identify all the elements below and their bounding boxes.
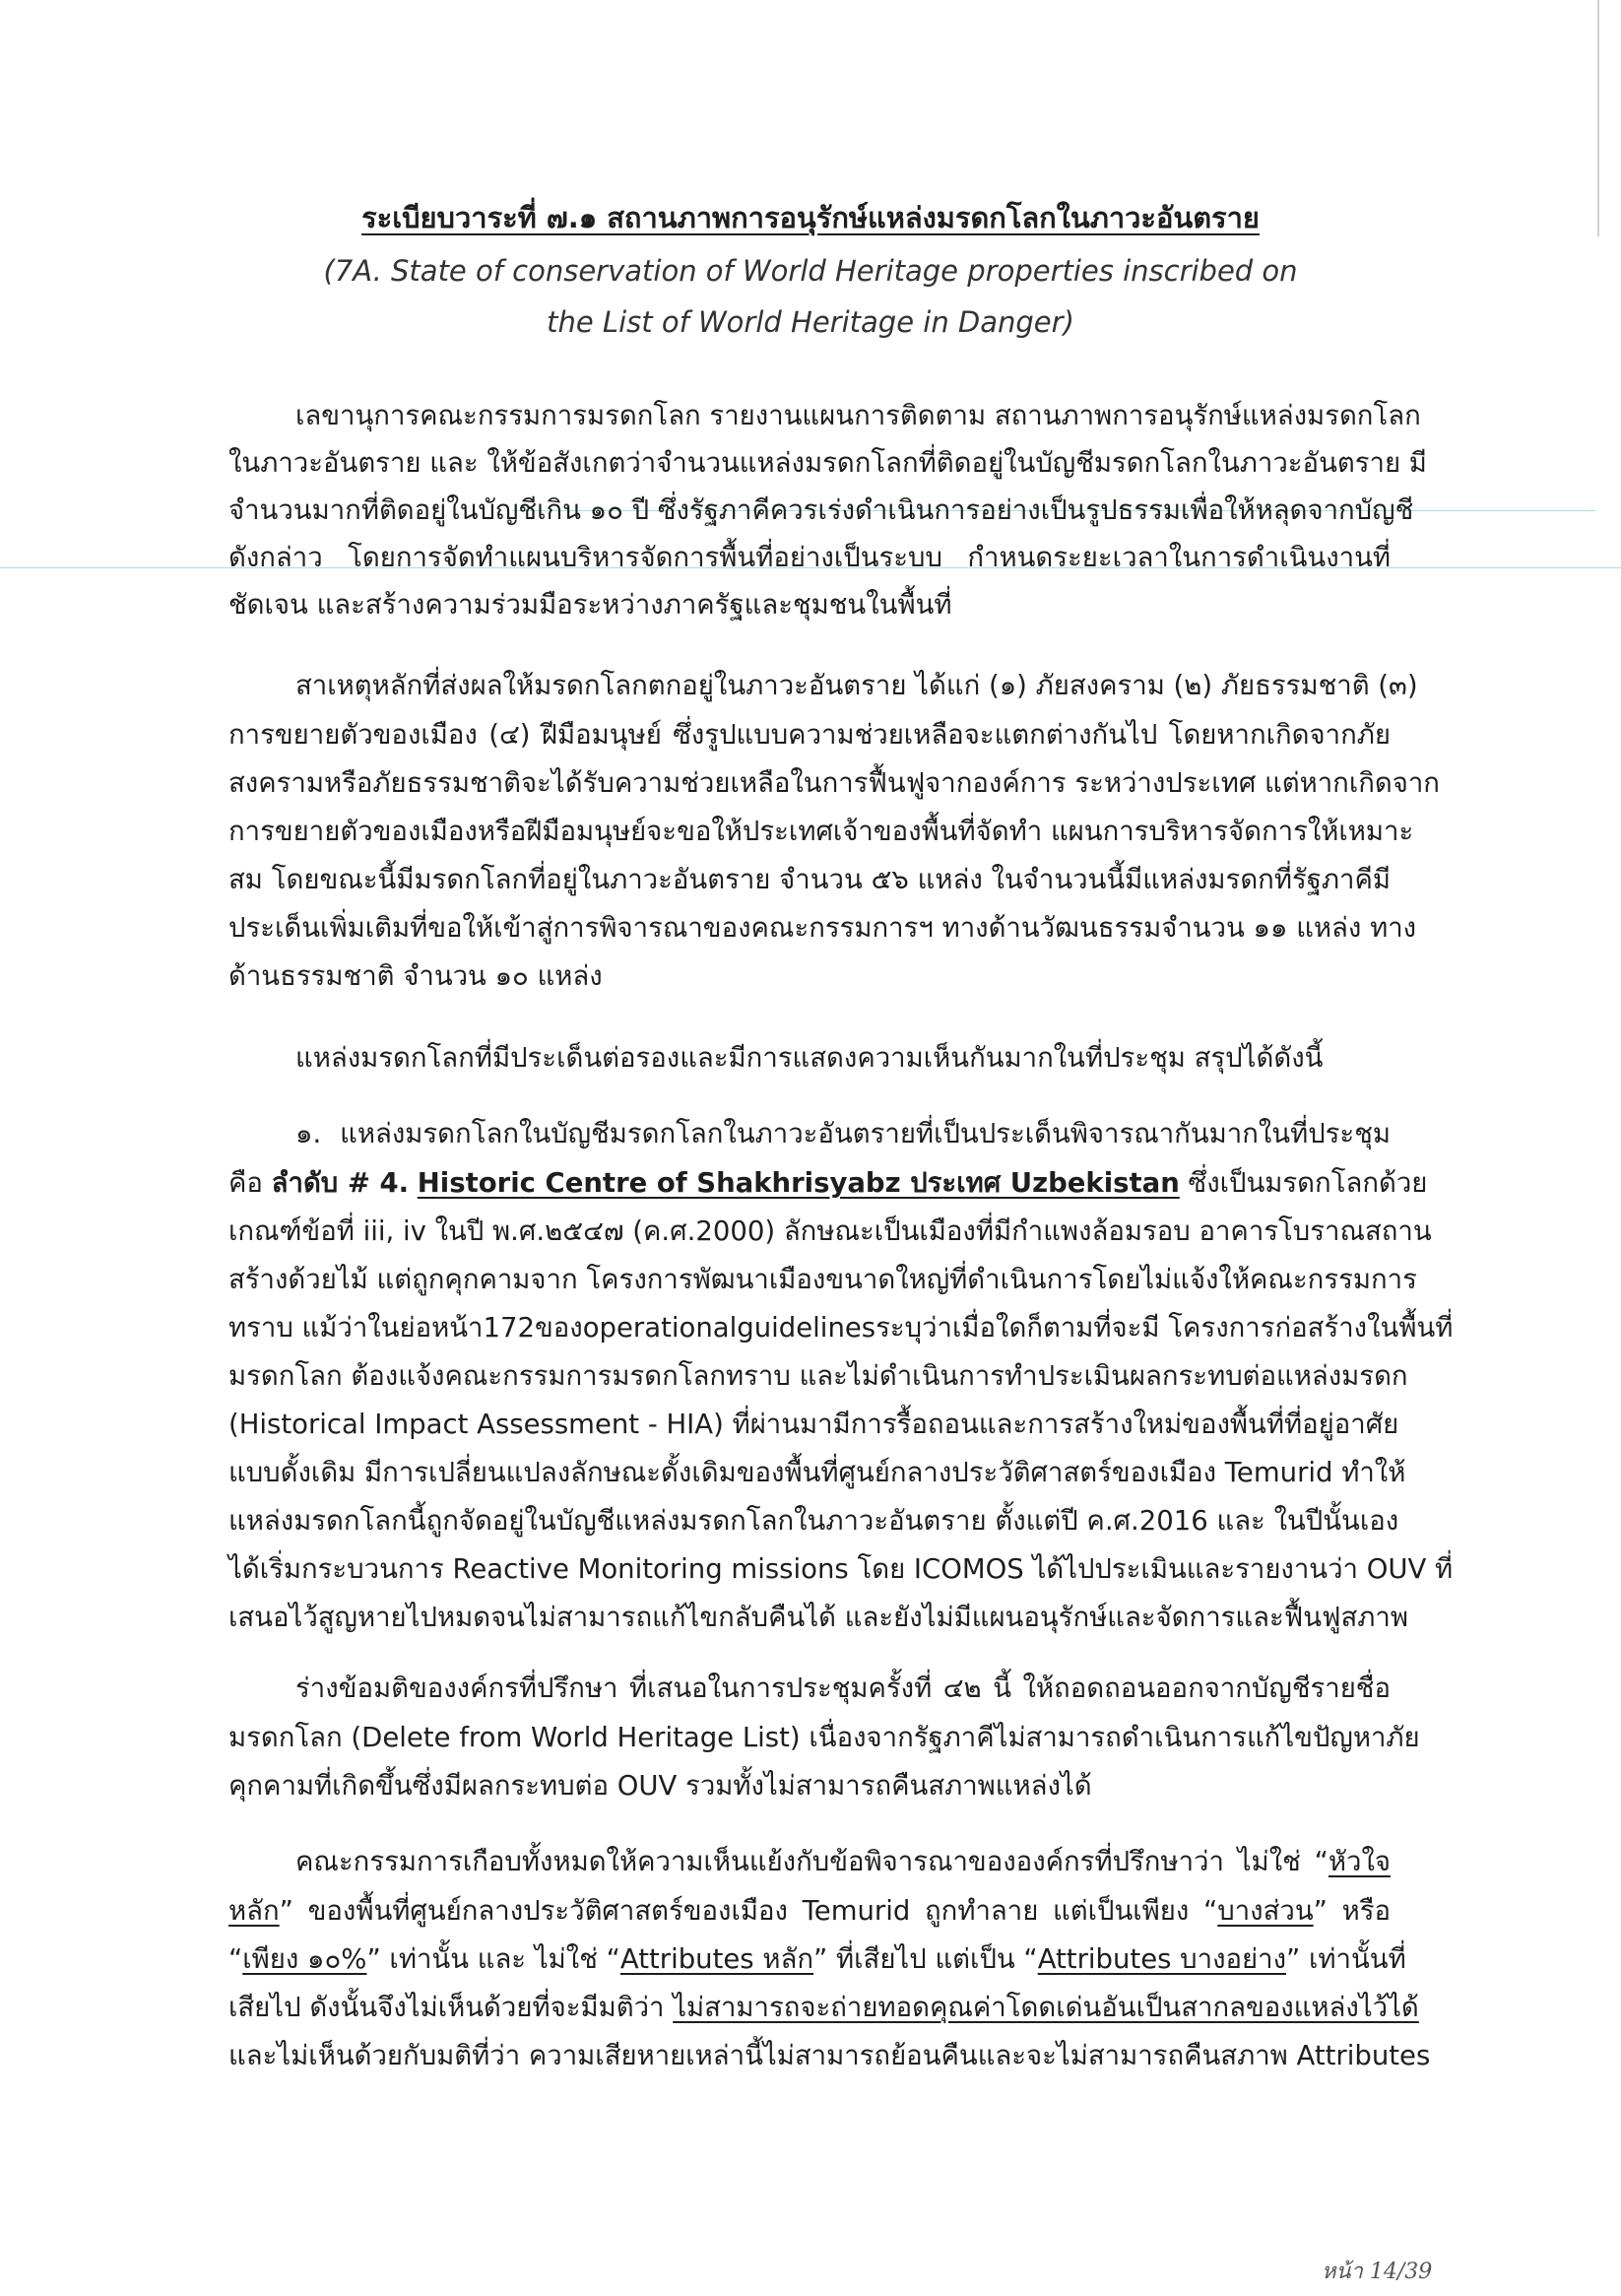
paragraph-5-line: ร่างข้อมติของงค์กรที่ปรึกษา ที่เสนอในการประชุมครั้งที่ ๔๒ นี้ ให้ถอดถอนออกจากบัญชีรายชื่อ bbox=[295, 1673, 1391, 1704]
paragraph-4-line: ทราบ แม้ว่าในย่อหน้า172ของoperationalguidelinesระบุว่าเมื่อใดก็ตามที่จะมี โครงการก่อสร้างในพื้นที่ bbox=[228, 1312, 1454, 1344]
paragraph-6-line bbox=[295, 1844, 1391, 1879]
paragraph-2-line: สม โดยขณะนี้มีมรดกโลกที่อยู่ในภาวะอันตราย จำนวน ๕๖ แหล่ง ในจำนวนนี้มีแหล่งมรดกที่รัฐภาคีมี bbox=[228, 864, 1391, 895]
paragraph-1-line: ดังกล่าว โดยการจัดทำแผนบริหารจัดการพื้นที่อย่างเป็นระบบ กำหนดระยะเวลาในการดำเนินงานที่ bbox=[228, 542, 1391, 573]
item-1-intro: ๑. แหล่งมรดกโลกในบัญชีมรดกโลกในภาวะอันตรายที่เป็นประเด็นพิจารณากันมากในที่ประชุม bbox=[295, 1118, 1391, 1149]
text-run: ” หรือ bbox=[1313, 1895, 1392, 1927]
paragraph-6-line bbox=[228, 1990, 1419, 2025]
item-1-order: ลำดับ # 4. bbox=[271, 1167, 410, 1199]
text-run: ” ที่เสียไป แต่เป็น “ bbox=[813, 1943, 1038, 1975]
paragraph-2-line: ประเด็นเพิ่มเติมที่ขอให้เข้าสู่การพิจารณาของคณะกรรมการฯ ทางด้านวัฒนธรรมจำนวน ๑๑ แหล่ง ทาง bbox=[228, 912, 1417, 944]
paragraph-2-line: สาเหตุหลักที่ส่งผลให้มรดกโลกตกอยู่ในภาวะอันตราย ได้แก่ (๑) ภัยสงคราม (๒) ภัยธรรมชาติ (๓) bbox=[295, 670, 1418, 701]
paragraph-2-line: สงครามหรือภัยธรรมชาติจะได้รับความช่วยเหลือในการฟื้นฟูจากองค์การ ระหว่างประเทศ แต่หากเกิดจาก bbox=[228, 767, 1440, 799]
paragraph-6-line bbox=[228, 1941, 1406, 1977]
item-1-site-line bbox=[228, 1165, 1428, 1201]
agenda-title: ระเบียบวาระที่ ๗.๑ สถานภาพการอนุรักษ์แหล่งมรดกโลกในภาวะอันตราย bbox=[361, 201, 1260, 234]
paragraph-5-line: มรดกโลก (Delete from World Heritage List) เนื่องจากรัฐภาคีไม่สามารถดำเนินการแก้ไขปัญหาภัย bbox=[228, 1722, 1420, 1753]
paragraph-6-line bbox=[228, 1893, 1391, 1929]
paragraph-3: แหล่งมรดกโลกที่มีประเด็นต่อรองและมีการแสดงความเห็นกันมากในที่ประชุม สรุปได้ดังนี้ bbox=[295, 1042, 1324, 1074]
paragraph-4-line: แหล่งมรดกโลกนี้ถูกจัดอยู่ในบัญชีแหล่งมรดกโลกในภาวะอันตราย ตั้งแต่ปี ค.ศ.2016 และ ในปีนั้นเอง bbox=[228, 1505, 1399, 1537]
agenda-subtitle-line-1: (7A. State of conservation of World Heritage properties inscribed on bbox=[323, 254, 1298, 288]
paragraph-4-line: เสนอไว้สูญหายไปหมดจนไม่สามารถแก้ไขกลับคืนได้ และยังไม่มีแผนอนุรักษ์และจัดการและฟื้นฟูสภาพ bbox=[228, 1602, 1408, 1633]
paragraph-1-line: จำนวนมากที่ติดอยู่ในบัญชีเกิน ๑๐ ปี ซึ่งรัฐภาคีควรเร่งดำเนินการอย่างเป็นรูปธรรมเพื่อให้หลุดจากบัญชี bbox=[228, 494, 1414, 526]
paragraph-4-line: แบบดั้งเดิม มีการเปลี่ยนแปลงลักษณะดั้งเดิมของพื้นที่ศูนย์กลางประวัติศาสตร์ของเมือง Temurid ทำให้ bbox=[228, 1457, 1406, 1488]
text-run: ” เท่านั้นที่ bbox=[1286, 1943, 1406, 1975]
paragraph-2-line: การขยายตัวของเมืองหรือฝีมือมนุษย์จะขอให้ประเทศเจ้าของพื้นที่จัดทำ แผนการบริหารจัดการให้เหมาะ bbox=[228, 816, 1414, 847]
text-run: ” เท่านั้น และ ไม่ใช่ “ bbox=[366, 1943, 620, 1975]
paragraph-2-line: การขยายตัวของเมือง (๔) ฝีมือมนุษย์ ซึ่งรูปแบบความช่วยเหลือจะแตกต่างกันไป โดยหากเกิดจากภัย bbox=[228, 719, 1391, 751]
paragraph-1-line: ในภาวะอันตราย และ ให้ข้อสังเกตว่าจำนวนแหล่งมรดกโลกที่ติดอยู่ในบัญชีมรดกโลกในภาวะอันตราย มี bbox=[228, 447, 1427, 479]
text-run: ” ของพื้นที่ศูนย์กลางประวัติศาสตร์ของเมือง Temurid ถูกทำลาย แต่เป็นเพียง “ bbox=[279, 1895, 1218, 1927]
paragraph-1-line: เลขานุการคณะกรรมการมรดกโลก รายงานแผนการติดตาม สถานภาพการอนุรักษ์แหล่งมรดกโลก bbox=[295, 400, 1421, 431]
underlined-text: บางส่วน bbox=[1217, 1895, 1314, 1927]
underlined-text: เพียง ๑๐% bbox=[242, 1943, 367, 1975]
underlined-text: ไม่สามารถจะถ่ายทอดคุณค่าโดดเด่นอันเป็นสากลของแหล่งไว้ได้ bbox=[673, 1992, 1419, 2023]
text-run: คณะกรรมการเกือบทั้งหมดให้ความเห็นแย้งกับข้อพิจารณาขององค์กรที่ปรึกษาว่า ไม่ใช่ “ bbox=[295, 1846, 1329, 1877]
paragraph-6-line: และไม่เห็นด้วยกับมติที่ว่า ความเสียหายเหล่านี้ไม่สามารถย้อนคืนและจะไม่สามารถคืนสภาพ Attributes bbox=[228, 2040, 1431, 2071]
underlined-text: Attributes หลัก bbox=[619, 1943, 814, 1975]
underlined-text: Attributes บางอย่าง bbox=[1037, 1943, 1287, 1975]
paragraph-4-line: สร้างด้วยไม้ แต่ถูกคุกคามจาก โครงการพัฒนาเมืองขนาดใหญ่ที่ดำเนินการโดยไม่แจ้งให้คณะกรรมการ bbox=[228, 1264, 1417, 1295]
item-1-suffix: ซึ่งเป็นมรดกโลกด้วย bbox=[1179, 1167, 1428, 1199]
paragraph-5-line: คุกคามที่เกิดขึ้นซึ่งมีผลกระทบต่อ OUV รวมทั้งไม่สามารถคืนสภาพแหล่งได้ bbox=[228, 1770, 1092, 1802]
site-name-shakhrisyabz: Historic Centre of Shakhrisyabz ประเทศ Uzbekistan bbox=[417, 1167, 1180, 1199]
item-1-prefix: คือ bbox=[228, 1167, 272, 1199]
paragraph-2-line: ด้านธรรมชาติ จำนวน ๑๐ แหล่ง bbox=[228, 960, 603, 992]
paragraph-4-line: (Historical Impact Assessment - HIA) ที่ผ่านมามีการรื้อถอนและการสร้างใหม่ของพื้นที่ที่อยู่อาศัย bbox=[228, 1409, 1399, 1440]
paragraph-4-line: เกณฑ์ข้อที่ iii, iv ในปี พ.ศ.๒๕๔๗ (ค.ศ.2000) ลักษณะเป็นเมืองที่มีกำแพงล้อมรอบ อาคารโบราณสถาน bbox=[228, 1215, 1432, 1247]
underlined-text: หัวใจ bbox=[1328, 1846, 1391, 1877]
agenda-subtitle-line-2: the List of World Heritage in Danger) bbox=[547, 305, 1074, 339]
text-run: “ bbox=[228, 1943, 243, 1975]
underlined-text: หลัก bbox=[228, 1895, 280, 1927]
paragraph-4-line: มรดกโลก ต้องแจ้งคณะกรรมการมรดกโลกทราบ และไม่ดำเนินการทำประเมินผลกระทบต่อแหล่งมรดก bbox=[228, 1360, 1408, 1392]
paragraph-1-line: ชัดเจน และสร้างความร่วมมือระหว่างภาครัฐและชุมชนในพื้นที่ bbox=[228, 589, 952, 621]
page-number: หน้า 14/39 bbox=[1322, 2260, 1433, 2284]
paragraph-4-line: ได้เริ่มกระบวนการ Reactive Monitoring missions โดย ICOMOS ได้ไปประเมินและรายงานว่า OUV ที่ bbox=[228, 1553, 1454, 1585]
text-run: เสียไป ดังนั้นจึงไม่เห็นด้วยที่จะมีมติว่า bbox=[228, 1992, 674, 2023]
